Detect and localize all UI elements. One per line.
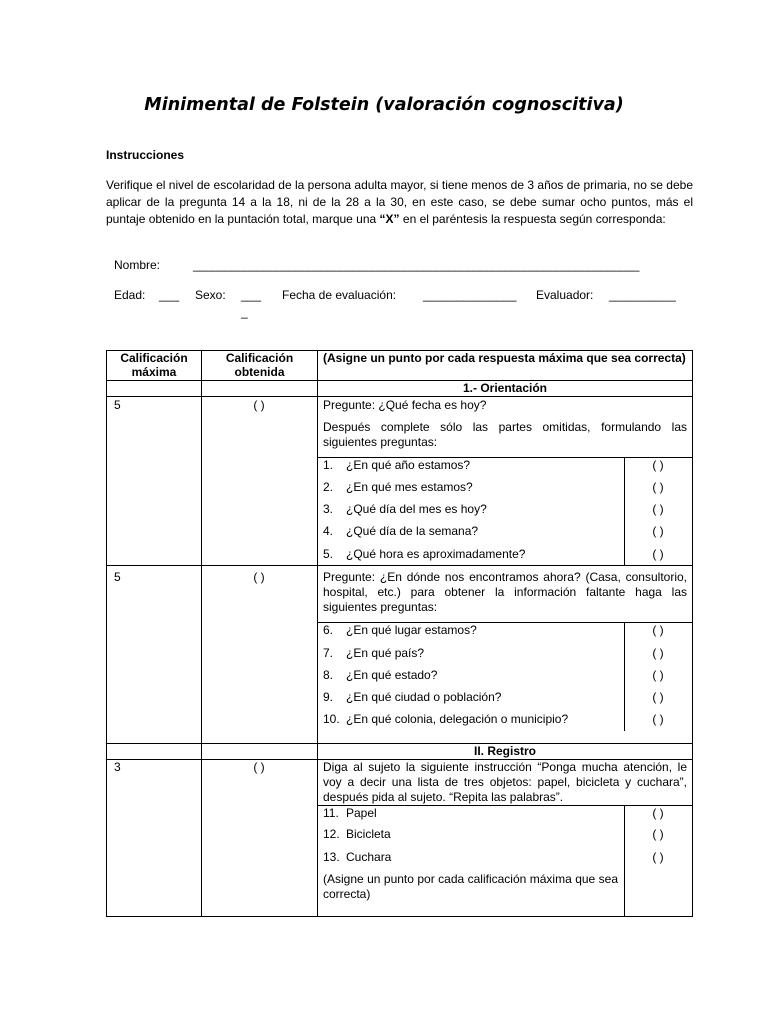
- item-1-mark[interactable]: ( ): [652, 458, 664, 472]
- item-6-mark[interactable]: ( ): [652, 623, 664, 637]
- table-col-divider-2: [317, 350, 318, 917]
- item-11-mark[interactable]: ( ): [652, 806, 664, 820]
- item-11-text: Papel: [346, 806, 377, 820]
- instructions-paragraph: [106, 177, 693, 228]
- age-label: Edad:: [114, 288, 146, 302]
- section1-title: 1.- Orientación: [462, 381, 548, 395]
- table-col-divider-1: [201, 350, 202, 917]
- evaluator-label: Evaluador:: [536, 288, 594, 302]
- table-border-bottom: [106, 916, 693, 917]
- item-5-text: ¿Qué hora es aproximadamente?: [346, 547, 526, 561]
- item-10-mark[interactable]: ( ): [652, 712, 664, 726]
- header-max-score: Calificación máxima: [120, 351, 188, 379]
- item-8-mark[interactable]: ( ): [652, 668, 664, 682]
- item-9-mark[interactable]: ( ): [652, 690, 664, 704]
- item-10-text: ¿En qué colonia, delegación o municipio?: [346, 712, 569, 726]
- item-2-text: ¿En qué mes estamos?: [346, 480, 473, 494]
- item-3-mark[interactable]: ( ): [652, 502, 664, 516]
- table-border-left: [106, 350, 107, 917]
- item-6-num: 6.: [323, 623, 334, 637]
- section1-title-bottom-line: [317, 396, 693, 397]
- section2-left-line: [106, 759, 318, 760]
- item-8-num: 8.: [323, 668, 334, 682]
- block2-obtained-score[interactable]: ( ): [253, 570, 265, 584]
- block1-max-score: 5: [114, 398, 121, 412]
- item-12-text: Bicicleta: [346, 827, 391, 841]
- item-4-text: ¿Qué día de la semana?: [346, 524, 479, 538]
- item-4-num: 4.: [323, 524, 334, 538]
- block2-prompt: Pregunte: ¿En dónde nos encontramos ahora? (Casa, consultorio, hospital, etc.) para obtener la información faltante haga las siguientes preguntas:: [323, 570, 687, 614]
- block1-prompt-2: Después complete sólo las partes omitidas, formulando las siguientes preguntas:: [323, 420, 687, 449]
- block2-max-score: 5: [114, 570, 121, 584]
- instructions-heading: Instrucciones: [106, 148, 185, 162]
- item-7-text: ¿En qué país?: [346, 646, 425, 660]
- item-9-text: ¿En qué ciudad o población?: [346, 690, 502, 704]
- item-13-num: 13.: [323, 850, 340, 864]
- name-label: Nombre:: [114, 258, 161, 272]
- sex-label: Sexo:: [195, 288, 226, 302]
- block1-bottom-line: [106, 565, 693, 566]
- mark-col-divider-2: [624, 622, 625, 731]
- age-line[interactable]: ___: [159, 288, 180, 302]
- name-line[interactable]: ______________________________________________________________________: [193, 258, 640, 272]
- table-border-right: [692, 350, 693, 917]
- item-11-num: 11.: [323, 806, 339, 820]
- section2-title: II. Registro: [473, 744, 536, 758]
- item-5-num: 5.: [323, 547, 334, 561]
- block3-prompt: Diga al sujeto la siguiente instrucción “Ponga mucha atención, le voy a decir una lista de tres objetos: papel, bicicleta y cuchara”, después pida al sujeto. “Repita las palabras”.: [323, 760, 687, 804]
- item-2-mark[interactable]: ( ): [652, 480, 664, 494]
- block3-note: (Asigne un punto por cada calificación máxima que sea correcta): [323, 872, 618, 901]
- block1-prompt: Pregunte: ¿Qué fecha es hoy?: [323, 398, 487, 412]
- header-bottom-line-2: [106, 396, 318, 397]
- item-13-text: Cuchara: [346, 850, 392, 864]
- mark-col-divider-1: [624, 457, 625, 565]
- header-instructions: (Asigne un punto por cada respuesta máxima que sea correcta): [323, 351, 686, 365]
- page-title: Minimental de Folstein (valoración cognoscitiva): [144, 95, 624, 115]
- item-7-num: 7.: [323, 646, 334, 660]
- block3-max-score: 3: [114, 760, 121, 774]
- item-1-num: 1.: [323, 458, 334, 472]
- item-2-num: 2.: [323, 480, 334, 494]
- sex-line[interactable]: ___: [241, 288, 262, 302]
- evaluator-line[interactable]: __________: [609, 288, 676, 302]
- item-5-mark[interactable]: ( ): [652, 547, 664, 561]
- date-label: Fecha de evaluación:: [282, 288, 397, 302]
- instructions-text-after: en el paréntesis la respuesta según corresponda:: [399, 212, 666, 226]
- item-10-num: 10.: [323, 712, 340, 726]
- block3-obtained-score[interactable]: ( ): [253, 760, 265, 774]
- mark-col-divider-3: [624, 805, 625, 917]
- item-6-text: ¿En qué lugar estamos?: [346, 623, 477, 637]
- item-8-text: ¿En qué estado?: [346, 668, 438, 682]
- item-12-mark[interactable]: ( ): [652, 827, 664, 841]
- item-3-text: ¿Qué día del mes es hoy?: [346, 502, 487, 516]
- item-3-num: 3.: [323, 502, 334, 516]
- header-obtained-score: Calificación obtenida: [225, 351, 294, 379]
- block1-obtained-score[interactable]: ( ): [253, 398, 265, 412]
- instructions-text-bold: “X”: [379, 212, 400, 226]
- item-4-mark[interactable]: ( ): [652, 524, 664, 538]
- item-7-mark[interactable]: ( ): [652, 646, 664, 660]
- item-1-text: ¿En qué año estamos?: [346, 458, 471, 472]
- instructions-text-before: Verifique el nivel de escolaridad de la persona adulta mayor, si tiene menos de 3 años de primaria, no se debe aplicar de la pregunta 14 a la 18, ni de la 28 a la 30, en este caso, se debe sumar ocho puntos, más el puntaje obtenido en la puntación total, marque una: [106, 178, 693, 226]
- sex-line-continuation: _: [241, 305, 248, 319]
- date-line[interactable]: ______________: [423, 288, 517, 302]
- item-12-num: 12.: [323, 827, 340, 841]
- item-13-mark[interactable]: ( ): [652, 850, 664, 864]
- item-9-num: 9.: [323, 690, 334, 704]
